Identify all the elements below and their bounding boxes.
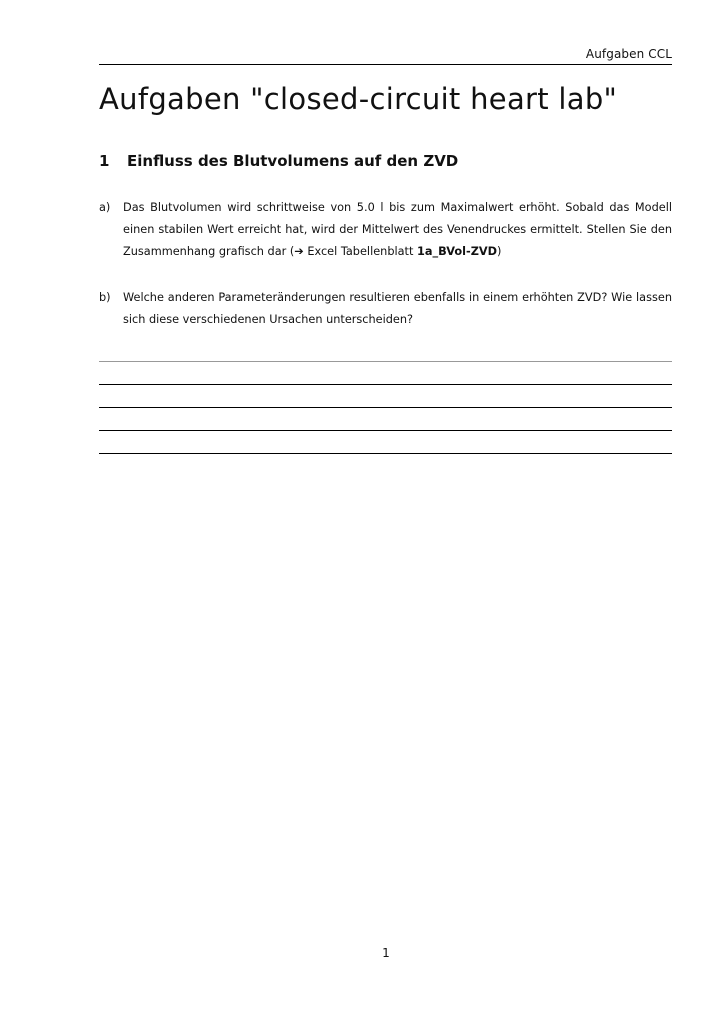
section-number: 1: [99, 152, 110, 170]
task-a-sheet-name: 1a_BVol-ZVD: [417, 245, 498, 258]
answer-line[interactable]: [99, 361, 672, 362]
answer-line[interactable]: [99, 453, 672, 454]
task-a-closing: ): [497, 245, 502, 258]
task-a: [99, 197, 672, 263]
task-a-excel-ref: Excel Tabellenblatt: [303, 245, 417, 258]
section-title: Einfluss des Blutvolumens auf den ZVD: [127, 152, 459, 170]
task-b: [99, 287, 672, 331]
document-title: Aufgaben "closed-circuit heart lab": [99, 82, 618, 116]
task-b-marker: b): [99, 291, 111, 304]
section-heading: [99, 152, 458, 170]
task-a-marker: a): [99, 201, 111, 214]
task-b-text: Welche anderen Parameteränderungen resultieren ebenfalls in einem erhöhten ZVD? Wie lassen sich diese verschiedenen Ursachen unterscheiden?: [123, 291, 672, 326]
page-number: 1: [382, 946, 390, 960]
answer-line[interactable]: [99, 407, 672, 408]
answer-line[interactable]: [99, 384, 672, 385]
answer-line[interactable]: [99, 430, 672, 431]
header-rule: [99, 64, 672, 65]
task-a-text: [123, 197, 672, 263]
running-header: Aufgaben CCL: [585, 47, 672, 61]
task-a-body: Das Blutvolumen wird schrittweise von 5.0 l bis zum Maximalwert erhöht. Sobald das Modell einen stabilen Wert erreicht hat, wird der Mittelwert des Venendruckes ermittelt. Stellen Sie den Zusammenhang grafisch dar (: [123, 201, 672, 258]
arrow-icon: ➔: [294, 245, 304, 258]
